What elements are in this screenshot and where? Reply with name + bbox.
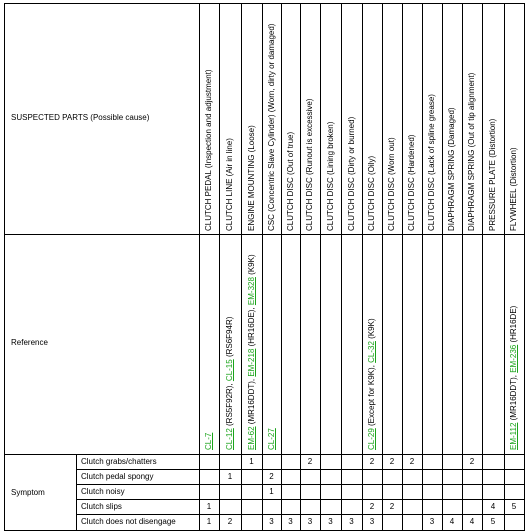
priority-value: 3 [269, 517, 274, 526]
column-divider [281, 3, 282, 530]
reference-link[interactable]: EM-218 [247, 348, 256, 377]
reference-note: (RS5F92R), [225, 381, 234, 429]
part-name-label: CLUTCH DISC (Lining broken) [326, 121, 335, 231]
part-name-label: DIAPHRAGM SPRING (Damaged) [447, 107, 456, 231]
column-divider [382, 3, 383, 530]
column-divider [219, 3, 220, 530]
reference-note: (K9K) [367, 318, 376, 342]
column-divider [241, 3, 242, 530]
part-name-label: CLUTCH DISC (Out of true) [286, 131, 295, 231]
table-border-left [4, 3, 5, 530]
reference-note: (K9K) [247, 254, 256, 278]
part-name-label: ENGINE MOUNTING (Loose) [247, 125, 256, 231]
column-divider [262, 3, 263, 530]
priority-value: 1 [206, 502, 212, 511]
part-name-label: DIAPHRAGM SPRING (Out of tip alignment) [467, 72, 476, 231]
priority-value: 3 [288, 517, 293, 526]
priority-value: 2 [307, 457, 313, 466]
column-divider [341, 3, 342, 530]
priority-value: 4 [490, 502, 496, 511]
reference-note: (RS6F94R) [225, 316, 234, 360]
part-name-label: CLUTCH DISC (Dirty or burned) [347, 116, 356, 231]
priority-value: 4 [469, 517, 475, 526]
column-divider [362, 3, 363, 530]
symptom-name: Clutch grabs/chatters [81, 457, 157, 466]
reference-link[interactable]: EM-112 [509, 422, 518, 450]
part-name-label: CLUTCH DISC (Oily) [367, 155, 376, 231]
part-name-label: CLUTCH DISC (Hardened) [407, 134, 416, 231]
reference-cell [225, 317, 235, 450]
priority-value: 5 [511, 502, 517, 511]
table-border-bottom [4, 530, 524, 531]
part-name-label: FLYWHEEL (Distortion) [509, 147, 518, 231]
reference-link[interactable]: CL-15 [225, 359, 234, 382]
reference-note: (Except for K9K), [367, 362, 376, 429]
column-divider [300, 3, 301, 530]
column-divider [422, 3, 423, 530]
reference-link[interactable]: CL-32 [367, 341, 376, 363]
reference-link[interactable]: CL-7 [204, 432, 213, 450]
part-name-label: CLUTCH DISC (Runout is excessive) [305, 98, 314, 231]
reference-link[interactable]: CL-29 [367, 428, 376, 450]
reference-link[interactable]: EM-236 [509, 344, 518, 373]
reference-cell [367, 318, 377, 450]
suspected-parts-label: SUSPECTED PARTS (Possible cause) [11, 113, 150, 122]
part-name-label: PRESSURE PLATE (Distortion) [488, 118, 497, 231]
priority-value: 2 [389, 457, 395, 466]
priority-value: 2 [369, 502, 375, 511]
priority-value: 2 [389, 502, 395, 511]
row-divider [4, 234, 524, 235]
table-border-top [4, 3, 524, 4]
reference-note: (HR16DE), [247, 305, 256, 349]
priority-value: 1 [249, 457, 254, 466]
priority-value: 4 [449, 517, 455, 526]
column-divider [320, 3, 321, 530]
priority-value: 3 [429, 517, 435, 526]
priority-value: 3 [328, 517, 333, 526]
symptom-name: Clutch pedal spongy [81, 472, 154, 481]
priority-value: 1 [206, 517, 212, 526]
priority-value: 1 [227, 472, 233, 481]
column-divider [462, 3, 463, 530]
reference-link[interactable]: EM-328 [247, 277, 256, 306]
column-divider [482, 3, 483, 530]
part-name-label: CLUTCH LINE (Air in line) [225, 138, 234, 231]
priority-value: 2 [469, 457, 475, 466]
reference-cell [204, 433, 214, 450]
priority-value: 3 [369, 517, 375, 526]
part-name-label: CLUTCH DISC (Worn out) [387, 137, 396, 231]
column-divider [442, 3, 443, 530]
part-name-label: CLUTCH DISC (Lack of spline grease) [427, 94, 436, 231]
column-divider [199, 3, 200, 530]
part-name-label: CSC (Concentric Slave Cylinder) (Worn, dirty or damaged) [267, 23, 276, 231]
row-divider [4, 454, 524, 455]
reference-label: Reference [11, 338, 48, 347]
column-divider [504, 3, 505, 530]
reference-note: (MR16DDT), [509, 372, 518, 423]
reference-cell [509, 306, 519, 450]
symptom-label: Symptom [11, 488, 45, 497]
symptom-name: Clutch noisy [81, 487, 125, 496]
symptom-name: Clutch slips [81, 502, 122, 511]
symptom-name: Clutch does not disengage [81, 517, 176, 526]
priority-value: 3 [307, 517, 313, 526]
reference-link[interactable]: EM-62 [247, 426, 256, 450]
priority-value: 2 [409, 457, 415, 466]
priority-value: 2 [227, 517, 233, 526]
priority-value: 2 [269, 472, 274, 481]
column-divider [76, 454, 77, 530]
priority-value: 3 [349, 517, 354, 526]
reference-note: (HR16DE) [509, 305, 518, 345]
priority-value: 5 [490, 517, 496, 526]
reference-cell [267, 428, 277, 450]
reference-note: (MR16DDT), [247, 376, 256, 427]
column-divider [402, 3, 403, 530]
reference-link[interactable]: CL-12 [225, 428, 234, 450]
priority-value: 2 [369, 457, 375, 466]
reference-link[interactable]: CL-27 [267, 428, 276, 450]
reference-cell [247, 254, 257, 450]
table-border-right [524, 3, 525, 531]
part-name-label: CLUTCH PEDAL (Inspection and adjustment) [204, 69, 213, 231]
priority-value: 1 [269, 487, 274, 496]
